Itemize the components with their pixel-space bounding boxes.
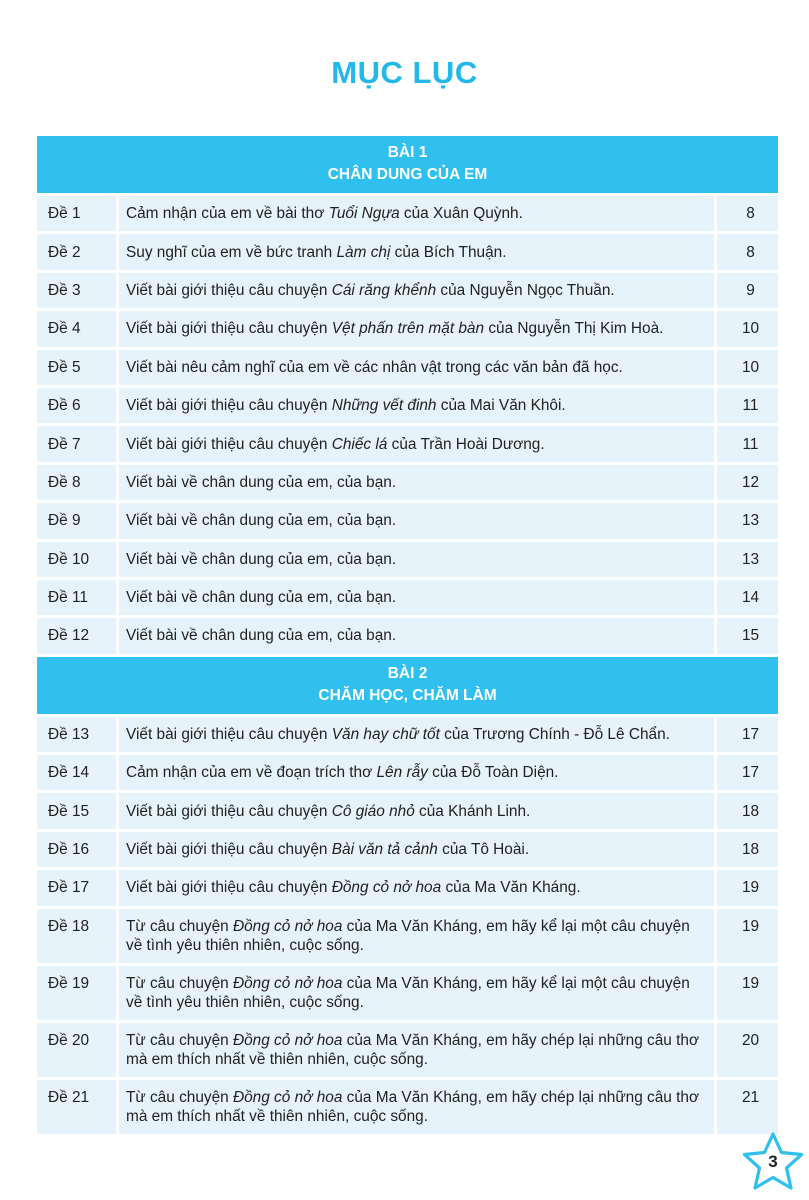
entry-label: Đề 11 bbox=[36, 578, 118, 616]
entry-title bbox=[118, 386, 716, 424]
entry-work-title: Đồng cỏ nở hoa bbox=[232, 1031, 343, 1049]
entry-title-text: Viết bài về chân dung của em, của bạn. bbox=[126, 473, 397, 491]
entry-title-rest: của Khánh Linh. bbox=[414, 802, 531, 820]
entry-title bbox=[118, 715, 716, 753]
toc-row[interactable] bbox=[36, 578, 780, 616]
toc-row[interactable] bbox=[36, 715, 780, 753]
entry-title-rest: của Đỗ Toàn Diện. bbox=[427, 764, 559, 782]
entry-label: Đề 15 bbox=[36, 792, 118, 830]
entry-label: Đề 7 bbox=[36, 425, 118, 463]
entry-title bbox=[118, 754, 716, 792]
toc-row[interactable] bbox=[36, 754, 780, 792]
section-header-cell bbox=[36, 135, 780, 195]
entry-page: 14 bbox=[716, 578, 780, 616]
entry-page: 19 bbox=[716, 964, 780, 1021]
page-number: 3 bbox=[768, 1152, 778, 1171]
entry-title-text: Cảm nhận của em về đoạn trích thơ bbox=[126, 764, 377, 782]
entry-page: 13 bbox=[716, 502, 780, 540]
entry-title-text: Viết bài giới thiệu câu chuyện bbox=[126, 725, 332, 743]
entry-work-title: Cô giáo nhỏ bbox=[331, 802, 415, 820]
entry-page: 10 bbox=[716, 348, 780, 386]
entry-page: 13 bbox=[716, 540, 780, 578]
entry-title bbox=[118, 617, 716, 655]
entry-label: Đề 13 bbox=[36, 715, 118, 753]
table-of-contents bbox=[34, 133, 781, 1137]
entry-title bbox=[118, 233, 716, 271]
entry-work-title: Tuổi Ngựa bbox=[328, 205, 400, 223]
section-header-cell bbox=[36, 655, 780, 715]
toc-row[interactable] bbox=[36, 386, 780, 424]
entry-title bbox=[118, 463, 716, 501]
toc-row[interactable] bbox=[36, 310, 780, 348]
entry-title bbox=[118, 1078, 716, 1135]
toc-row[interactable] bbox=[36, 869, 780, 907]
entry-work-title: Đồng cỏ nở hoa bbox=[232, 974, 343, 992]
section-header bbox=[36, 655, 780, 715]
entry-title bbox=[118, 502, 716, 540]
entry-title-rest: của Nguyễn Ngọc Thuần. bbox=[436, 281, 615, 299]
toc-row[interactable] bbox=[36, 348, 780, 386]
toc-body bbox=[36, 135, 780, 1136]
toc-row[interactable] bbox=[36, 964, 780, 1021]
entry-title bbox=[118, 1021, 716, 1078]
entry-title bbox=[118, 348, 716, 386]
entry-page: 21 bbox=[716, 1078, 780, 1135]
entry-label: Đề 16 bbox=[36, 830, 118, 868]
entry-page: 11 bbox=[716, 425, 780, 463]
entry-page: 15 bbox=[716, 617, 780, 655]
toc-row[interactable] bbox=[36, 830, 780, 868]
entry-title-text: Từ câu chuyện bbox=[126, 917, 233, 935]
section-number: BÀI 2 bbox=[387, 664, 428, 682]
entry-title-text: Viết bài về chân dung của em, của bạn. bbox=[126, 550, 397, 568]
section-title: CHÂN DUNG CỦA EM bbox=[327, 166, 488, 183]
entry-title-rest: của Nguyễn Thị Kim Hoà. bbox=[484, 320, 664, 338]
entry-work-title: Bài văn tả cảnh bbox=[331, 841, 438, 859]
entry-title-rest: của Ma Văn Kháng, em hãy kể lại một câu chuyện về tình yêu thiên nhiên, cuộc sống. bbox=[126, 974, 690, 1011]
entry-page: 9 bbox=[716, 271, 780, 309]
entry-page: 20 bbox=[716, 1021, 780, 1078]
entry-work-title: Lên rẫy bbox=[376, 764, 428, 782]
toc-row[interactable] bbox=[36, 425, 780, 463]
section-number: BÀI 1 bbox=[387, 144, 428, 161]
entry-title bbox=[118, 869, 716, 907]
entry-title-text: Từ câu chuyện bbox=[126, 974, 233, 992]
entry-label: Đề 6 bbox=[36, 386, 118, 424]
entry-title-rest: của Trần Hoài Dương. bbox=[387, 435, 545, 453]
entry-work-title: Văn hay chữ tốt bbox=[331, 725, 440, 743]
entry-page: 19 bbox=[716, 907, 780, 964]
entry-page: 18 bbox=[716, 830, 780, 868]
entry-title-rest: của Bích Thuận. bbox=[390, 243, 507, 261]
entry-label: Đề 20 bbox=[36, 1021, 118, 1078]
entry-work-title: Đồng cỏ nở hoa bbox=[232, 1088, 343, 1106]
toc-row[interactable] bbox=[36, 792, 780, 830]
entry-work-title: Đồng cỏ nở hoa bbox=[331, 879, 442, 897]
entry-title-text: Viết bài về chân dung của em, của bạn. bbox=[126, 512, 397, 530]
entry-title-text: Viết bài giới thiệu câu chuyện bbox=[126, 320, 332, 338]
entry-title-text: Viết bài giới thiệu câu chuyện bbox=[126, 397, 332, 415]
toc-row[interactable] bbox=[36, 195, 780, 233]
entry-title bbox=[118, 907, 716, 964]
entry-title bbox=[118, 792, 716, 830]
entry-work-title: Những vết đinh bbox=[331, 397, 437, 415]
entry-title bbox=[118, 271, 716, 309]
entry-label: Đề 14 bbox=[36, 754, 118, 792]
entry-title-text: Viết bài giới thiệu câu chuyện bbox=[126, 802, 332, 820]
entry-page: 8 bbox=[716, 233, 780, 271]
entry-page: 8 bbox=[716, 195, 780, 233]
entry-title-text: Viết bài giới thiệu câu chuyện bbox=[126, 435, 332, 453]
entry-title-text: Viết bài giới thiệu câu chuyện bbox=[126, 841, 332, 859]
entry-title bbox=[118, 195, 716, 233]
toc-row[interactable] bbox=[36, 907, 780, 964]
toc-row[interactable] bbox=[36, 617, 780, 655]
entry-title bbox=[118, 830, 716, 868]
entry-page: 19 bbox=[716, 869, 780, 907]
entry-label: Đề 4 bbox=[36, 310, 118, 348]
entry-title bbox=[118, 964, 716, 1021]
entry-page: 12 bbox=[716, 463, 780, 501]
toc-row[interactable] bbox=[36, 271, 780, 309]
entry-label: Đề 17 bbox=[36, 869, 118, 907]
entry-label: Đề 21 bbox=[36, 1078, 118, 1135]
entry-title-rest: của Ma Văn Kháng. bbox=[441, 879, 581, 897]
entry-work-title: Đồng cỏ nở hoa bbox=[232, 917, 343, 935]
entry-title bbox=[118, 425, 716, 463]
toc-row[interactable] bbox=[36, 1021, 780, 1078]
entry-label: Đề 10 bbox=[36, 540, 118, 578]
entry-title-rest: của Mai Văn Khôi. bbox=[436, 397, 566, 415]
entry-work-title: Cái răng khểnh bbox=[331, 281, 437, 299]
section-title: CHĂM HỌC, CHĂM LÀM bbox=[318, 686, 497, 704]
page-title: MỤC LỤC bbox=[331, 55, 478, 90]
entry-label: Đề 12 bbox=[36, 617, 118, 655]
entry-label: Đề 18 bbox=[36, 907, 118, 964]
entry-title-text: Cảm nhận của em về bài thơ bbox=[126, 205, 329, 223]
entry-title bbox=[118, 310, 716, 348]
entry-title-rest: của Ma Văn Kháng, em hãy kể lại một câu chuyện về tình yêu thiên nhiên, cuộc sống. bbox=[126, 917, 690, 954]
toc-row[interactable] bbox=[36, 1078, 780, 1135]
entry-page: 11 bbox=[716, 386, 780, 424]
entry-title-rest: của Xuân Quỳnh. bbox=[399, 205, 523, 223]
toc-row[interactable] bbox=[36, 502, 780, 540]
entry-title-text: Viết bài giới thiệu câu chuyện bbox=[126, 281, 332, 299]
entry-title-text: Từ câu chuyện bbox=[126, 1088, 233, 1106]
toc-row[interactable] bbox=[36, 540, 780, 578]
section-header bbox=[36, 135, 780, 195]
entry-label: Đề 5 bbox=[36, 348, 118, 386]
entry-title-rest: của Ma Văn Kháng, em hãy chép lại những câu thơ mà em thích nhất về thiên nhiên, cuộc sống. bbox=[126, 1031, 700, 1068]
toc-row[interactable] bbox=[36, 463, 780, 501]
entry-title-text: Viết bài về chân dung của em, của bạn. bbox=[126, 627, 397, 645]
entry-title-text: Từ câu chuyện bbox=[126, 1031, 233, 1049]
entry-label: Đề 8 bbox=[36, 463, 118, 501]
entry-work-title: Vệt phấn trên mặt bàn bbox=[331, 320, 485, 338]
entry-title bbox=[118, 540, 716, 578]
entry-title-text: Suy nghĩ của em về bức tranh bbox=[126, 243, 337, 261]
entry-title-text: Viết bài giới thiệu câu chuyện bbox=[126, 879, 332, 897]
toc-row[interactable] bbox=[36, 233, 780, 271]
entry-title-rest: của Ma Văn Kháng, em hãy chép lại những câu thơ mà em thích nhất về thiên nhiên, cuộc sống. bbox=[126, 1088, 700, 1125]
entry-page: 17 bbox=[716, 754, 780, 792]
entry-work-title: Chiếc lá bbox=[331, 435, 388, 453]
entry-page: 10 bbox=[716, 310, 780, 348]
entry-page: 18 bbox=[716, 792, 780, 830]
entry-page: 17 bbox=[716, 715, 780, 753]
entry-label: Đề 19 bbox=[36, 964, 118, 1021]
entry-title bbox=[118, 578, 716, 616]
entry-label: Đề 9 bbox=[36, 502, 118, 540]
entry-title-rest: của Tô Hoài. bbox=[437, 841, 530, 859]
entry-title-text: Viết bài nêu cảm nghĩ của em về các nhân vật trong các văn bản đã học. bbox=[126, 358, 623, 376]
entry-work-title: Làm chị bbox=[336, 243, 391, 261]
entry-label: Đề 2 bbox=[36, 233, 118, 271]
entry-label: Đề 3 bbox=[36, 271, 118, 309]
entry-label: Đề 1 bbox=[36, 195, 118, 233]
entry-title-text: Viết bài về chân dung của em, của bạn. bbox=[126, 589, 397, 607]
entry-title-rest: của Trương Chính - Đỗ Lê Chẩn. bbox=[439, 725, 670, 743]
